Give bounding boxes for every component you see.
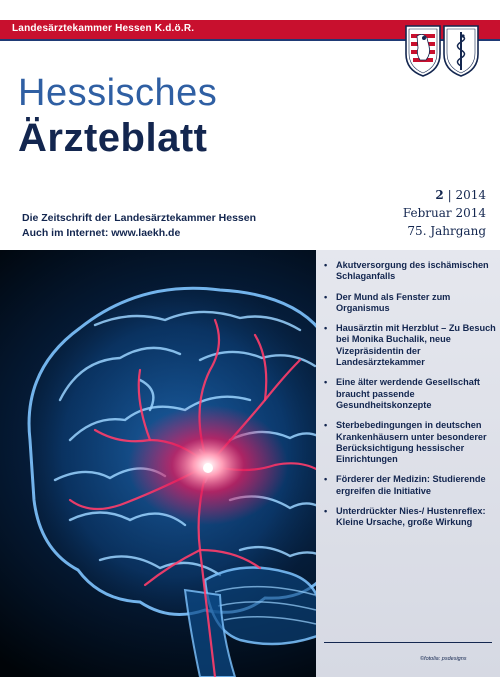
bullet-icon: • — [324, 506, 328, 517]
contents-item[interactable]: • Hausärztin mit Herzblut – Zu Besuch bei Monika Buchalik, neue Vizepräsidentin der Landesärztekammer — [324, 323, 496, 368]
contents-item[interactable]: • Akutversorgung des ischämischen Schlaganfalls — [324, 260, 489, 282]
issue-number — [435, 188, 486, 202]
website-line: Auch im Internet: www.laekh.de — [22, 227, 181, 239]
bullet-icon: • — [324, 474, 328, 485]
image-credit: ©fotolia: psdesigns — [420, 656, 467, 662]
contents-item[interactable]: • Sterbebedingungen in deutschen Krankenhäusern unter besonderer Berücksichtigung hessischer Einrichtungen — [324, 420, 487, 465]
issue-year: 2014 — [455, 188, 486, 202]
bullet-icon: • — [324, 323, 328, 334]
aesculapius-staff-crest-icon — [442, 24, 480, 78]
publisher-name: Landesärztekammer Hessen K.d.ö.R. — [12, 23, 195, 34]
contents-item[interactable]: • Unterdrückter Nies-/ Hustenreflex: Kleine Ursache, große Wirkung — [324, 506, 486, 528]
contents-item[interactable]: • Eine älter werdende Gesellschaft braucht passende Gesundheitskonzepte — [324, 377, 480, 410]
bullet-icon: • — [324, 291, 328, 302]
contents-item[interactable]: • Förderer der Medizin: Studierende ergreifen die Initiative — [324, 474, 486, 496]
bullet-icon: • — [324, 420, 328, 431]
bullet-icon: • — [324, 377, 328, 388]
contents-list — [324, 260, 496, 538]
magazine-subtitle: Die Zeitschrift der Landesärztekammer Hessen — [22, 212, 257, 224]
hessen-lion-crest-icon — [404, 24, 442, 78]
issue-month: Februar 2014 — [402, 206, 486, 220]
contents-item[interactable]: • Der Mund als Fenster zum Organismus — [324, 291, 451, 313]
issue-volume: 75. Jahrgang — [407, 224, 486, 238]
contents-panel — [316, 250, 500, 677]
magazine-title-line1: Hessisches — [18, 72, 218, 114]
magazine-title-line2: Ärzteblatt — [18, 116, 208, 160]
contents-divider — [324, 642, 492, 643]
issue-number-value: 2 — [435, 188, 444, 202]
bullet-icon: • — [324, 260, 328, 270]
issue-separator: | — [447, 188, 452, 202]
